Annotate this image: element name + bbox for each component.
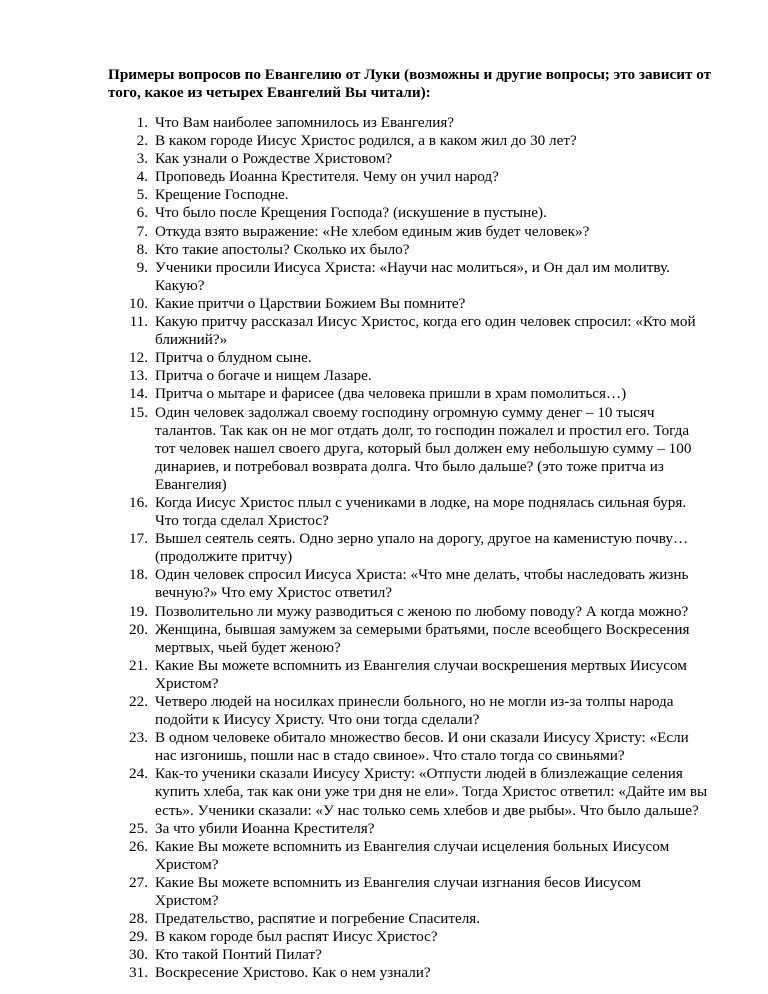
question-item [108, 693, 708, 729]
question-number: 1. [136, 114, 148, 131]
question-text: Как-то ученики сказали Иисусу Христу: «Отпусти людей в близлежащие селения купить хлеба, так как они уже три дня не ели». Тогда Христос ответил: «Дайте им вы есть». Ученики сказали: «У нас только семь хлебов и две рыбы». Что было дальше? [155, 765, 708, 819]
question-number: 6. [136, 204, 148, 222]
question-list [108, 114, 708, 983]
question-text: Откуда взято выражение: «Не хлебом единым жив будет человек»? [155, 222, 590, 240]
question-number: 9. [136, 258, 148, 276]
question-item [108, 928, 708, 946]
question-item [108, 349, 708, 367]
question-text: Какие притчи о Царствии Божием Вы помните? [155, 294, 466, 312]
question-text: Какую притчу рассказал Иисус Христос, когда его один человек спросил: «Кто мой ближний?» [155, 313, 696, 349]
question-item [108, 874, 708, 910]
question-item [108, 385, 708, 403]
question-item [108, 114, 708, 132]
question-number: 8. [136, 240, 148, 258]
question-number: 4. [136, 168, 148, 186]
question-text: Какие Вы можете вспомнить из Евангелия случаи изгнания бесов Иисусом Христом? [155, 873, 641, 910]
question-item [108, 964, 708, 982]
question-item [108, 910, 708, 928]
question-number: 2. [136, 132, 148, 150]
question-item [108, 150, 708, 168]
question-text: Один человек спросил Иисуса Христа: «Что мне делать, чтобы наследовать жизнь вечную?» Что ему Христос ответил? [155, 566, 689, 602]
question-number: 21. [129, 656, 148, 674]
question-text: Что Вам наиболее запомнилось из Евангелия? [155, 114, 455, 131]
question-text: Кто такие апостолы? Сколько их было? [155, 240, 410, 258]
question-text: Проповедь Иоанна Крестителя. Чему он учил народ? [155, 168, 499, 186]
question-number: 11. [129, 313, 148, 331]
question-item [108, 603, 708, 621]
question-item [108, 132, 708, 150]
question-item [108, 530, 708, 566]
question-number: 30. [129, 946, 148, 964]
question-number: 17. [129, 530, 148, 548]
question-item [108, 621, 708, 657]
question-number: 27. [129, 873, 148, 891]
question-item [108, 946, 708, 964]
question-item [108, 241, 708, 259]
question-item [108, 204, 708, 222]
question-number: 12. [129, 349, 148, 367]
question-text: В каком городе Иисус Христос родился, а в каком жил до 30 лет? [155, 132, 577, 150]
question-number: 24. [129, 765, 148, 783]
question-text: Кто такой Понтий Пилат? [155, 946, 322, 964]
question-text: Вышел сеятель сеять. Одно зерно упало на дорогу, другое на каменистую почву… (продолжите притчу) [155, 530, 689, 566]
question-number: 19. [129, 602, 148, 620]
question-text: Когда Иисус Христос плыл с учениками в лодке, на море поднялась сильная буря. Что тогда сделал Христос? [155, 493, 687, 530]
question-text: Притча о мытаре и фарисее (два человека пришли в храм помолиться…) [155, 385, 627, 403]
question-number: 23. [129, 729, 148, 747]
question-number: 14. [129, 385, 148, 403]
question-number: 15. [129, 403, 148, 421]
question-number: 22. [129, 693, 148, 710]
question-text: Воскресение Христово. Как о нем узнали? [155, 964, 431, 982]
question-item [108, 765, 708, 819]
question-item [108, 186, 708, 204]
document-heading: Примеры вопросов по Евангелию от Луки (возможны и другие вопросы; это зависит от того, какое из четырех Евангелий Вы читали): [108, 66, 712, 101]
question-item [108, 838, 708, 874]
question-number: 5. [136, 186, 148, 204]
question-number: 3. [136, 150, 148, 168]
question-number: 20. [129, 620, 148, 638]
question-item [108, 223, 708, 241]
question-number: 18. [129, 566, 148, 584]
question-text: В одном человеке обитало множество бесов. И они сказали Иисусу Христу: «Если нас изгонишь, пошли нас в стадо свиное». Что стало тогда со свиньями? [155, 729, 689, 765]
question-text: Женщина, бывшая замужем за семерыми братьями, после всеобщего Воскресения мертвых, чьей будет женою? [155, 620, 690, 656]
question-number: 13. [129, 367, 148, 385]
question-number: 31. [129, 964, 148, 982]
question-number: 28. [129, 910, 148, 928]
question-number: 10. [129, 294, 148, 312]
question-item [108, 820, 708, 838]
question-number: 29. [129, 928, 148, 946]
question-item [108, 566, 708, 602]
question-text: Позволительно ли мужу разводиться с женою по любому поводу? А когда можно? [155, 602, 689, 620]
question-text: Предательство, распятие и погребение Спасителя. [155, 910, 481, 928]
question-text: В каком городе был распят Иисус Христос? [155, 928, 438, 946]
question-text: Четверо людей на носилках принесли больного, но не могли из-за толпы народа подойти к Иисусу Христу. Что они тогда сделали? [155, 693, 674, 729]
question-text: Какие Вы можете вспомнить из Евангелия случаи исцеления больных Иисусом Христом? [155, 837, 670, 873]
question-item [108, 259, 708, 295]
question-text: За что убили Иоанна Крестителя? [155, 819, 375, 837]
question-item [108, 295, 708, 313]
question-text: Крещение Господне. [155, 186, 289, 204]
question-text: Притча о блудном сыне. [155, 349, 312, 367]
question-text: Какие Вы можете вспомнить из Евангелия случаи воскрешения мертвых Иисусом Христом? [155, 656, 687, 692]
question-item [108, 404, 708, 494]
question-item [108, 367, 708, 385]
question-item [108, 657, 708, 693]
question-text: Что было после Крещения Господа? (искушение в пустыне). [155, 204, 547, 222]
question-text: Как узнали о Рождестве Христовом? [155, 150, 393, 168]
question-item [108, 729, 708, 765]
question-number: 16. [129, 493, 148, 511]
question-number: 25. [129, 819, 148, 837]
question-text: Притча о богаче и нищем Лазаре. [155, 367, 372, 385]
question-text: Ученики просили Иисуса Христа: «Научи нас молиться», и Он дал им молитву. Какую? [155, 258, 670, 294]
question-text: Один человек задолжал своему господину огромную сумму денег – 10 тысяч талантов. Так как он не мог отдать долг, то господин пожалел и простил его. Тогда тот человек нашел своего друга, который был должен ему небольшую сумму – 100 динариев, и потребовал возврата долга. Что было дальше? (это тоже притча из Евангелия) [155, 403, 692, 493]
question-item [108, 494, 708, 530]
question-number: 26. [129, 837, 148, 855]
question-number: 7. [136, 222, 148, 240]
question-item [108, 313, 708, 349]
question-item [108, 168, 708, 186]
